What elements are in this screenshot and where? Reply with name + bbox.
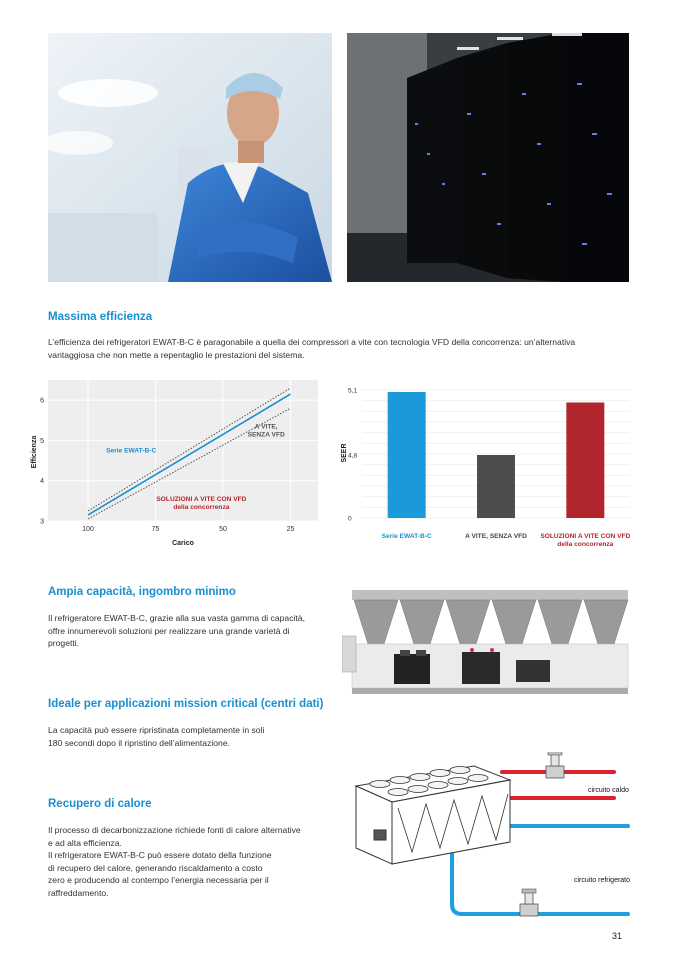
chiller-isometric-icon: [356, 766, 510, 864]
series-annotation-1: SENZA VFD: [247, 431, 285, 439]
text-line: raffreddamento.: [48, 887, 109, 898]
section-title-efficiency: Massima efficienza: [48, 311, 153, 323]
category-label: Serie EWAT-B-C: [381, 533, 432, 540]
series-annotation-2: della concorrenza: [173, 503, 230, 511]
x-tick-label: 25: [286, 526, 295, 533]
hot-valve-icon: [546, 752, 564, 778]
x-tick-label: 75: [151, 526, 160, 533]
page-number: 31: [612, 931, 623, 941]
section-title-capacity: Ampia capacità, ingombro minimo: [48, 586, 236, 598]
text-line: e ad alta efficienza.: [48, 837, 122, 848]
x-tick-label: 100: [82, 526, 94, 533]
text-line: di recupero del calore, generando riscaldamento a costo: [48, 862, 263, 873]
text-line: Il refrigeratore EWAT-B-C, grazie alla sua vasta gamma di capacità,: [48, 613, 305, 623]
section-text-mission-critical: [48, 724, 264, 749]
text-line: offre innumerevoli soluzioni per realizzare una grande varietà di: [48, 625, 290, 636]
y-tick-label: 6: [40, 397, 44, 405]
y-tick-label: 5,1: [348, 387, 358, 395]
y-tick-label: 5: [40, 437, 44, 445]
text-line: Il processo di decarbonizzazione richiede fonti di calore alternative: [48, 825, 301, 835]
series-annotation-1: A VITE,: [254, 423, 278, 431]
text-line: progetti.: [48, 638, 80, 648]
y-axis-label: Efficienza: [31, 435, 38, 469]
y-tick-label: 4,8: [348, 452, 358, 460]
datacenter-photo: [347, 33, 629, 282]
x-tick-label: 50: [219, 526, 227, 533]
bar-0: [388, 392, 426, 518]
category-label: A VITE, SENZA VFD: [465, 533, 527, 540]
heat-recovery-diagram: [352, 752, 642, 922]
text-line: Il refrigeratore EWAT-B-C può essere dotato della funzione: [48, 850, 272, 860]
section-text-heat-recovery: [48, 824, 301, 899]
text-line: La capacità può essere ripristinata completamente in soli: [48, 725, 265, 735]
text-line: vantaggiosa che non mette a repentaglio le prestazioni del sistema.: [48, 349, 305, 360]
y-tick-label: 0: [348, 515, 352, 523]
section-text-capacity: [48, 612, 305, 650]
efficiency-line-chart: [28, 380, 328, 555]
x-axis-label: Carico: [172, 540, 194, 547]
y-tick-label: 4: [40, 478, 44, 486]
doctor-photo: [48, 33, 332, 282]
section-text-efficiency: [48, 336, 575, 361]
doctor-image: [48, 33, 332, 282]
category-label: SOLUZIONI A VITE CON VFD: [540, 533, 631, 540]
text-line: zero e producendo al contempo l’energia necessaria per il: [48, 875, 269, 885]
series-annotation-0: Serie EWAT-B-C: [106, 447, 157, 455]
chiller-side-view-illustration: [342, 588, 632, 696]
section-title-heat-recovery: Recupero di calore: [48, 798, 152, 810]
text-line: 180 secondi dopo il ripristino dell’alimentazione.: [48, 737, 231, 748]
y-axis-label: SEER: [341, 443, 348, 463]
datacenter-image: [347, 33, 629, 282]
hot-circuit-label: circuito caldo: [588, 787, 629, 794]
category-label: della concorrenza: [557, 541, 614, 548]
section-title-mission-critical: Ideale per applicazioni mission critical (centri dati): [48, 698, 324, 710]
cold-circuit-label: circuito refrigerato: [574, 877, 631, 884]
seer-bar-chart: [340, 378, 640, 568]
bar-1: [477, 455, 515, 518]
bar-2: [566, 403, 604, 519]
cold-return-pipe: [452, 860, 631, 914]
cold-valve-icon: [520, 889, 538, 916]
series-annotation-2: SOLUZIONI A VITE CON VFD: [156, 495, 247, 503]
text-line: L’efficienza dei refrigeratori EWAT-B-C è paragonabile a quella dei compressori a vite con tecnologia VFD della concorrenza: un’alternativa: [48, 337, 576, 347]
y-tick-label: 3: [40, 518, 44, 526]
